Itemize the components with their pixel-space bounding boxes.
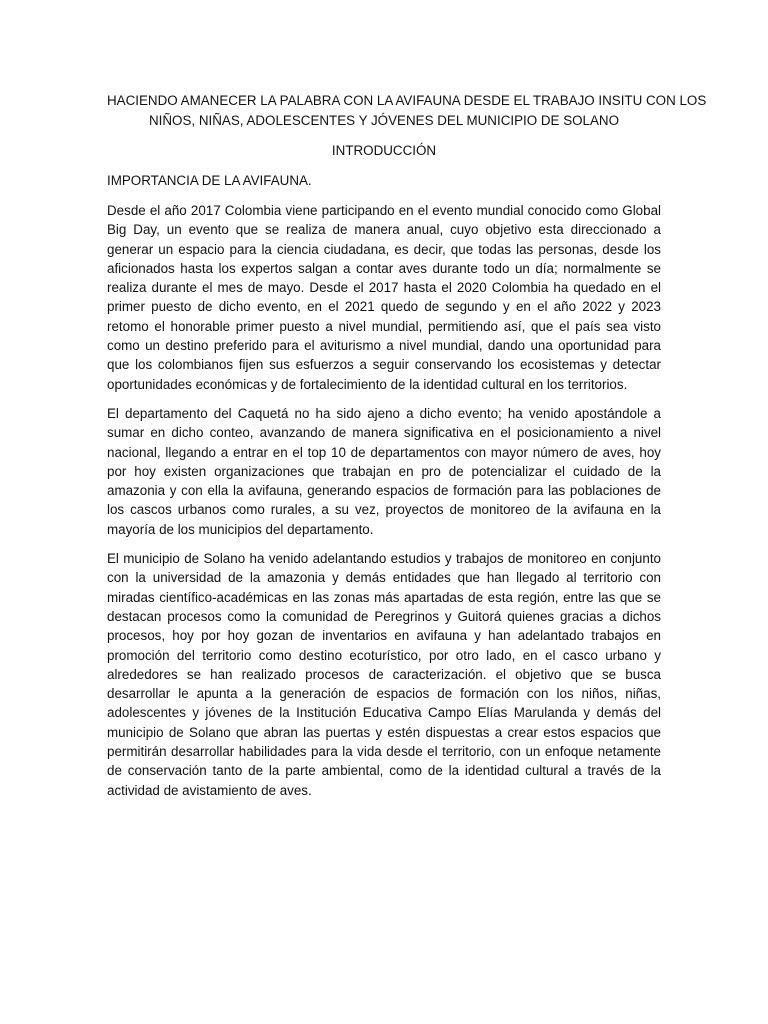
paragraph-solano: El municipio de Solano ha venido adelantando estudios y trabajos de monitoreo en conjunto con la universidad de la amazonia y demás entidades que han llegado al territorio con miradas científico-académicas en las zonas más apartadas de esta región, entre las que se destacan procesos como la comunidad de Peregrinos y Guitorá quienes gracias a dichos procesos, hoy por hoy gozan de inventarios en avifauna y han adelantado trabajos en promoción del territorio como destino ecoturístico, por otro lado, en el casco urbano y alrededores se han realizado procesos de caracterización. el objetivo que se busca desarrollar le apunta a la generación de espacios de formación con los niños, niñas, adolescentes y jóvenes de la Institución Educativa Campo Elías Marulanda y demás del municipio de Solano que abran las puertas y estén dispuestas a crear estos espacios que permitirán desarrollar habilidades para la vida desde el territorio, con un enfoque netamente de conservación tanto de la parte ambiental, como de la identidad cultural a través de la actividad de avistamiento de aves. <box>107 551 661 798</box>
document-title-line-2: NIÑOS, NIÑAS, ADOLESCENTES Y JÓVENES DEL MUNICIPIO DE SOLANO <box>148 113 620 128</box>
paragraph-caqueta: El departamento del Caquetá no ha sido ajeno a dicho evento; ha venido apostándole a sumar en dicho conteo, avanzando de manera significativa en el posicionamiento a nivel nacional, llegando a entrar en el top 10 de departamentos con mayor número de aves, hoy por hoy existen organizaciones que trabajan en pro de potencializar el cuidado de la amazonia y con ella la avifauna, generando espacios de formación para las poblaciones de los cascos urbanos como rurales, a su vez, proyectos de monitoreo de la avifauna en la mayoría de los municipios del departamento. <box>107 405 661 537</box>
document-title <box>107 91 707 131</box>
paragraph-global-big-day: Desde el año 2017 Colombia viene participando en el evento mundial conocido como Global Big Day, un evento que se realiza de manera anual, cuyo objetivo esta direccionado a generar un espacio para la ciencia ciudadana, es decir, que todas las personas, desde los aficionados hasta los expertos salgan a contar aves durante todo un día; normalmente se realiza durante el mes de mayo. Desde el 2017 hasta el 2020 Colombia ha quedado en el primer puesto de dicho evento, en el 2021 quedo de segundo y en el año 2022 y 2023 retomo el honorable primer puesto a nivel mundial, permitiendo así, que el país sea visto como un destino preferido para el aviturismo a nivel mundial, dando una oportunidad para que los colombianos fijen sus esfuerzos a seguir conservando los ecosistemas y detectar oportunidades económicas y de fortalecimiento de la identidad cultural en los territorios. <box>107 203 661 392</box>
document-body <box>107 91 707 800</box>
section-heading: IMPORTANCIA DE LA AVIFAUNA. <box>107 173 312 188</box>
introduction-heading: INTRODUCCIÓN <box>331 143 437 158</box>
document-title-line-1: HACIENDO AMANECER LA PALABRA CON LA AVIFAUNA DESDE EL TRABAJO INSITU CON LOS <box>107 93 707 108</box>
